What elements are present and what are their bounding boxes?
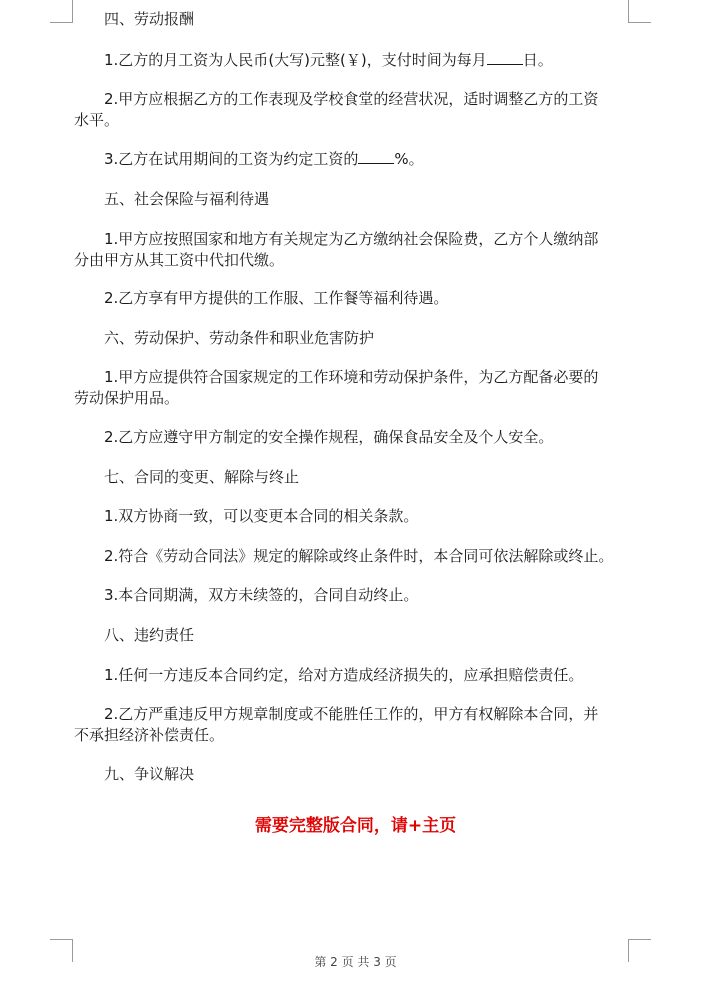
section-5-item-2: 2.乙方享有甲方提供的工作服、工作餐等福利待遇。: [104, 289, 449, 307]
section-4-item-3-end: %。: [394, 150, 424, 168]
payday-blank: [487, 50, 523, 65]
section-4-item-1-text: 1.乙方的月工资为人民币(大写)元整(￥)，支付时间为每月: [104, 51, 487, 69]
section-7-item-3: 3.本合同期满，双方未续签的，合同自动终止。: [104, 586, 419, 604]
page-corner-mark-top-left: [50, 0, 73, 23]
section-4-item-3-text: 3.乙方在试用期间的工资为约定工资的: [104, 150, 359, 168]
section-9-heading: 九、争议解决: [104, 765, 195, 783]
section-4-item-1-end: 日。: [522, 51, 553, 69]
section-6-item-1-line-1: 1.甲方应提供符合国家规定的工作环境和劳动保护条件，为乙方配备必要的: [104, 368, 599, 386]
section-7-item-1: 1.双方协商一致，可以变更本合同的相关条款。: [104, 507, 419, 525]
section-4-heading: 四、劳动报酬: [104, 10, 195, 28]
section-4-item-3: [104, 149, 424, 169]
section-5-heading: 五、社会保险与福利待遇: [104, 190, 270, 208]
percent-blank: [358, 149, 394, 164]
page-number-footer: 第 2 页 共 3 页: [314, 955, 397, 969]
section-4-item-1: [104, 50, 553, 70]
section-6-item-1-line-2: 劳动保护用品。: [74, 389, 180, 407]
section-6-item-2: 2.乙方应遵守甲方制定的安全操作规程，确保食品安全及个人安全。: [104, 428, 554, 446]
section-6-heading: 六、劳动保护、劳动条件和职业危害防护: [104, 329, 375, 347]
full-version-notice: 需要完整版合同，请+主页: [254, 816, 457, 836]
section-8-item-2-line-2: 不承担经济补偿责任。: [74, 726, 225, 744]
section-7-heading: 七、合同的变更、解除与终止: [104, 468, 300, 486]
section-8-item-1: 1.任何一方违反本合同约定，给对方造成经济损失的，应承担赔偿责任。: [104, 666, 584, 684]
section-4-item-2-line-1: 2.甲方应根据乙方的工作表现及学校食堂的经营状况，适时调整乙方的工资: [104, 90, 599, 108]
section-8-heading: 八、违约责任: [104, 626, 195, 644]
section-4-item-2-line-2: 水平。: [74, 111, 120, 129]
section-7-item-2: 2.符合《劳动合同法》规定的解除或终止条件时，本合同可依法解除或终止。: [104, 547, 614, 565]
section-5-item-1-line-2: 分由甲方从其工资中代扣代缴。: [74, 251, 285, 269]
section-8-item-2-line-1: 2.乙方严重违反甲方规章制度或不能胜任工作的，甲方有权解除本合同，并: [104, 705, 599, 723]
page-corner-mark-top-right: [628, 0, 651, 23]
section-5-item-1-line-1: 1.甲方应按照国家和地方有关规定为乙方缴纳社会保险费，乙方个人缴纳部: [104, 230, 599, 248]
